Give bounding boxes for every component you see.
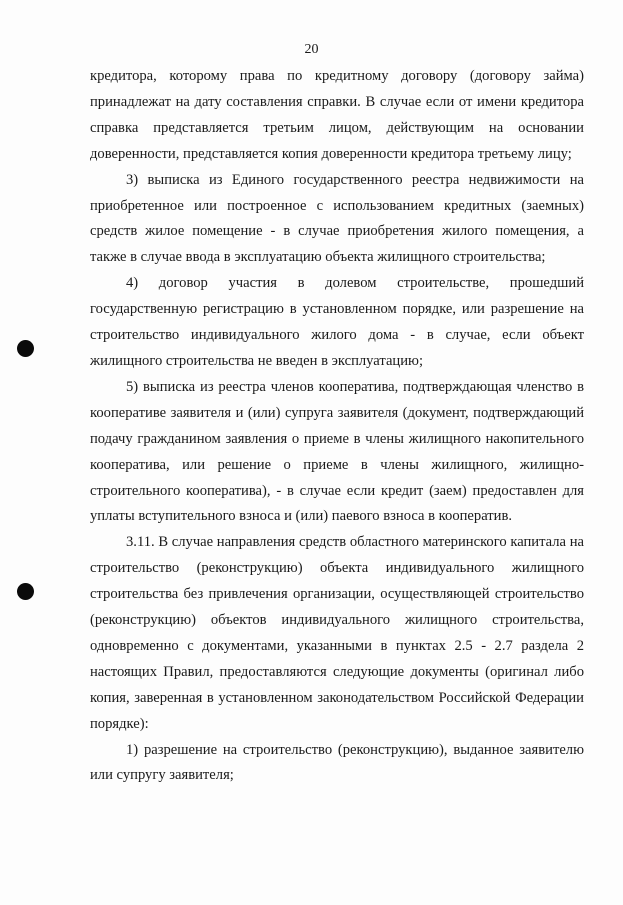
- page-body: [90, 64, 584, 789]
- paragraph-continuation: кредитора, которому права по кредитному договору (договору займа) принадлежат на дату составления справки. В случае если от имени кредитора справка представляется третьим лицом, действующим на основании доверенности, представляется копия доверенности кредитора третьему лицу;: [90, 68, 584, 162]
- paragraph-item-3: 3) выписка из Единого государственного реестра недвижимости на приобретенное или построенное с использованием кредитных (заемных) средств жилое помещение - в случае приобретения жилого помещения, а также в случае ввода в эксплуатацию объекта жилищного строительства;: [90, 171, 584, 266]
- paragraph-section-3-11: 3.11. В случае направления средств областного материнского капитала на строительство (реконструкцию) объекта индивидуального жилищного строительства без привлечения организации, осуществляющей строительство (реконструкцию) объектов индивидуального жилищного строительства, одновременно с документами, указанными в пунктах 2.5 - 2.7 раздела 2 настоящих Правил, предоставляются следующие документы (оригинал либо копия, заверенная в установленном законодательством Российской Федерации порядке):: [90, 534, 584, 732]
- punch-hole-marker: [17, 583, 34, 600]
- punch-hole-marker: [17, 340, 34, 357]
- paragraph-item-1: 1) разрешение на строительство (реконструкцию), выданное заявителю или супругу заявителя;: [90, 741, 584, 784]
- page-number: 20: [304, 42, 319, 57]
- paragraph-item-4: 4) договор участия в долевом строительстве, прошедший государственную регистрацию в установленном порядке, или разрешение на строительство индивидуального жилого дома - в случае, если объект жилищного строительства не введен в эксплуатацию;: [90, 275, 584, 369]
- paragraph-item-5: 5) выписка из реестра членов кооператива, подтверждающая членство в кооперативе заявителя и (или) супруга заявителя (документ, подтверждающий подачу гражданином заявления о приеме в члены жилищного накопительного кооператива, или решение о приеме в члены жилищного, жилищно-строительного кооператива), - в случае если кредит (заем) предоставлен для уплаты вступительного взноса и (или) паевого взноса в кооператив.: [90, 378, 584, 525]
